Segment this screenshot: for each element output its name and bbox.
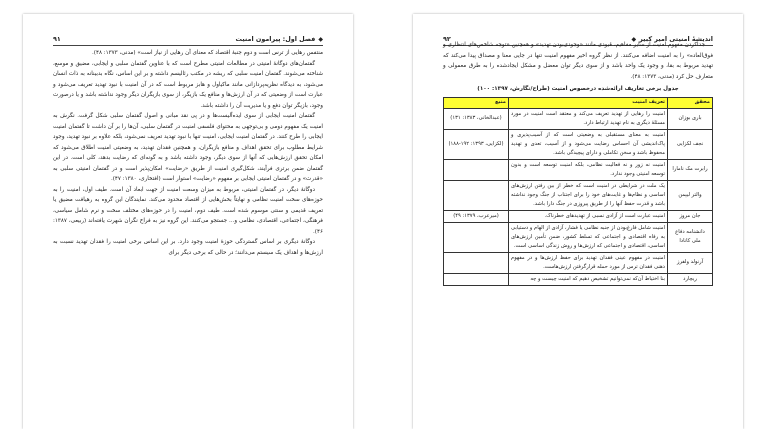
cell-researcher: والتر لیپمن [668,180,713,210]
cell-researcher: نجف لکزایی [668,129,713,159]
table-header-row [444,97,713,108]
cell-source [444,180,509,210]
cell-definition: بنا اختیاط آن‌که نمی‌توانیم تشخیص دهیم که امنیت چیست و چه [509,273,668,285]
book-title-text: اندیشهٔ امنیتی امیر کبیر [639,35,713,43]
chapter-title-text: فصل اول: پیرامون امنیت [235,35,316,43]
cell-researcher: آرنولد ولفرز [668,252,713,273]
table-row [444,210,713,222]
paragraph: گفتمان امنیت ایجابی از سوی ایده‌آلیست‌ها و در پی نقد مبانی و اصول گفتمان سلبی شکل گرفت. نگرش به امنیت یک مفهوم دومی و بی‌توجهی به محتوای فلسفی امنیت در گفتمان سلبی، آن‌ها را بر آن داشت تا گفتمان امنیت ایجابی را طرح کنند. در گفتمان امنیت ایجابی، امنیت تنها با نبود تهدید تعریف نمی‌شود، بلکه علاوه بر نبود تهدید، وجود شرایط مطلوب برای تحقق اهداف و منافع بازیگران، و همچنین فقدان تهدید، به وضعیتی امنیت اطلاق می‌شود که امکان تحقق ارزش‌هایی که آنها از سوی دیگر، وجود داشته باشد و به گونه‌ای که رضایت بدهد، کلی است. در این گفتمان ضمن برتری فرآیند، شکل‌گیری امنیت از طریق «رضایت» امکان‌پذیر است و در گفتمان امنیتی سلبی به «قدرت» و در گفتمان امنیتی ایجابی بر مفهوم «رضایت» استوار است (افتخاری، ۱۳۸۰: ۴۷). [53,113,323,182]
cell-source [444,159,509,180]
cell-source: (عبدالخانی، ۱۳۸۳: ۱۳۱) [444,108,509,129]
table-row [444,108,713,129]
cell-definition: امنیت نه زور و نه فعالیت نظامی، بلکه امنیت توسعه است و بدون توسعه امنیتی وجود ندارد. [509,159,668,180]
left-page [23,14,353,429]
cell-researcher: ریچارد [668,273,713,285]
cell-researcher: باری بوزان [668,108,713,129]
cell-definition: امنیت در مفهوم عینی فقدان تهدید برای حفظ ارزش‌ها و در مفهوم ذهنی فقدان ترس از مورد حمله قرارگرفتن ارزش‌هاست. [509,252,668,273]
table-row [444,129,713,159]
table-row [444,159,713,180]
cell-definition: امنیت را رهایی از تهدید تعریف می‌کند و معتقد است امنیت در مورد مسئلهٔ دیگری به نام تهدید ارتباط دارد. [509,108,668,129]
column-header-researcher: محقق [668,97,713,108]
cell-researcher: دانشنامه دفاع ملی کانادا [668,222,713,252]
cell-definition: امنیت عبارت است از آزادی نسبی از تهدیدهای خطرناک. [509,210,668,222]
chapter-title [236,35,323,43]
paragraph: جداکردن مفهوم امنیت از سایر مفاهیم، قیودی مانند «وجودی‌بودن تهدید» و همچنین «توجه شاخص‌های انتظاری و فوق‌العاده» را به امنیت اضافه می‌کنند. از نظر گروه اخیر مفهوم امنیت تنها در جایی معنا و مصداق پیدا می‌کند که تهدید مربوط به بقا، و وجود یک واحد باشد و از سوی دیگر توان معضل و مشکل ایجادشده را به طرق معمولی و متعارف حل کرد (مدنی، ۱۳۷۳: ۴۸). [443,42,713,80]
table-row [444,222,713,252]
page-number: ۹۲ [443,35,451,43]
page-number: ۹۱ [53,35,61,43]
table-row [444,180,713,210]
cell-source: (لکزایی، ۱۳۹۳: ۱۹۲-۱۸۸) [444,129,509,159]
table-row [444,273,713,285]
paragraph: گفتمان‌های دوگانهٔ امنیتی در مطالعات امنیتی مطرح است که با عناوین گفتمان سلبی و ایجابی، مضیق و موسع، شناخته می‌شوند. گفتمان امنیت سلبی که ریشه در مکتب رئالیسم داشته و بر این اساس، نگاه بدبینانه به ذات انسان می‌شود، به دیدگاه نظریه‌پردازانی مانند ماکیاول و هابز مربوط است که در آن امنیت با نبود تهدید تعریف می‌شود و عبارت است از وضعیتی که در آن ارزش‌ها و منافع یک بازیگر، از سوی بازیگران دیگر وجود نداشته باشد و یا درصورت وجود، بازیگر توان دفع و یا مدیریت آن را داشته باشد. [53,60,323,109]
table-row [444,252,713,273]
paragraph: دوگانهٔ دیگر، در گفتمان امنیتی، مربوط به میزان وسعت امنیت از جهت ابعاد آن است. طیف اول، امنیت را به حوزه‌های سخت امنیت نظامی و نهایتاً بخش‌هایی از اقتصاد محدود می‌کند. نمایندگان این گروه به رهیافت مضیق یا تعریف قدیمی و سنتی موسوم شده است. طیف دوم، امنیت را در حوزه‌های مختلف سخت و نرم شامل سیاسی، فرهنگی، اجتماعی، اقتصادی، نظامی و... جستجو می‌کنند. این گروه نیز به فراخ نگران شهرت یافته‌اند (ربیعی، ۱۳۸۷: ۴۶). [53,186,323,235]
cell-source [444,222,509,252]
right-page [413,14,743,429]
cell-definition: امنیت شامل فارغ‌بودن از جنبه نظامی یا فشار، آزادی از الهام و دستیابی به رفاه اقتصادی و اجتماعی که تسلط کشور، ضمن تأمین ارزش‌های اساسی، اقتصادی و اجتماعی که ارزش‌ها و روش زندگی اساسی است. [509,222,668,252]
running-head [53,31,323,46]
cell-researcher: رابرت مک نامارا [668,159,713,180]
paragraph: دوگانهٔ دیگری بر اساس گستردگی حوزهٔ امنیت وجود دارد. بر این اساس برخی امنیت را فقدان تهدید نسبت به ارزش‌ها و اهداف یک سیستم می‌دانند؛ در حالی که برخی دیگر برای [53,239,323,256]
cell-source [444,252,509,273]
cell-source: (میرعرب، ۱۳۷۹: ۴۹) [444,210,509,222]
table-title: جدول برخی تعاریف ارائه‌شده درخصوص امنیت (طراح/نگارش، ۱۳۹۷: ۱۰۰) [477,86,679,92]
cell-source [444,273,509,285]
definitions-table [443,97,713,286]
cell-definition: یک ملت در شرایطی در امنیت است که خطر از بین رفتن ارزش‌های اساسی و نظام‌ها و غایت‌های خود را برای اجتناب از جنگ وجود نداشته باشد و قدرت حفظ آنها را از طریق پیروزی در جنگ دارا باشد. [509,180,668,210]
column-header-definition: تعریف امنیت [509,97,668,108]
diamond-icon: ◆ [318,35,323,43]
column-header-source: منبع [444,97,509,108]
right-body-text [443,40,713,286]
diamond-icon: ◆ [631,35,637,43]
left-body-text [53,48,323,258]
cell-researcher: جان مروز [668,210,713,222]
paragraph: منتفس رهایی از ترس است و دوم جنبهٔ اقتصاد که معنای آن رهایی از نیاز است» (مدنی، ۱۳۷۳: ۴۸). [91,50,323,56]
cell-definition: امنیت به معنای مستقبلی به وضعیتی است که از آسیب‌پذیری و پاک‌اندیشی آن احساس رضایت می‌شود و از آسیب، تعدی و تهدید محفوظ باشد و سخن تکاملی و دارای پیچیدگی باشد. [509,129,668,159]
